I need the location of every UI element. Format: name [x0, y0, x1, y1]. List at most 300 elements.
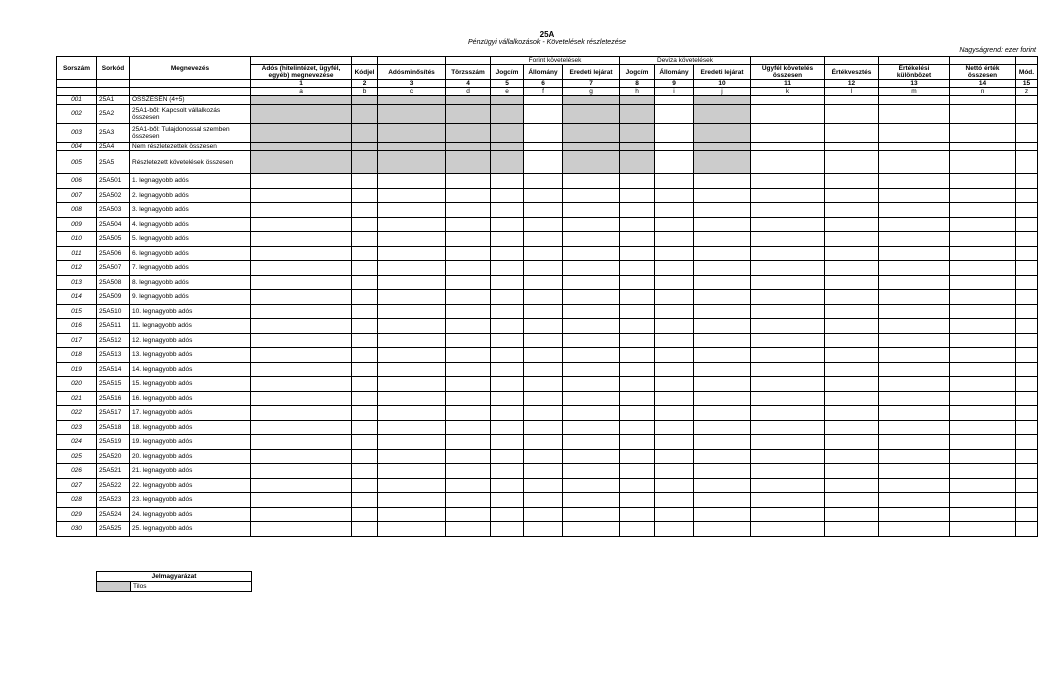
data-entry-cell[interactable]	[751, 420, 825, 435]
data-entry-cell[interactable]	[655, 478, 694, 493]
data-entry-cell[interactable]	[655, 151, 694, 174]
data-entry-cell[interactable]	[352, 188, 378, 203]
data-entry-cell[interactable]	[1016, 493, 1038, 508]
data-entry-cell[interactable]	[563, 478, 620, 493]
data-entry-cell[interactable]	[491, 362, 524, 377]
data-entry-cell[interactable]	[378, 246, 446, 261]
data-entry-cell[interactable]	[446, 290, 491, 305]
data-entry-cell[interactable]	[251, 217, 352, 232]
data-entry-cell[interactable]	[1016, 435, 1038, 450]
data-entry-cell[interactable]	[879, 333, 950, 348]
data-entry-cell[interactable]	[378, 290, 446, 305]
data-entry-cell[interactable]	[352, 493, 378, 508]
data-entry-cell[interactable]	[620, 319, 655, 334]
data-entry-cell[interactable]	[825, 188, 879, 203]
data-entry-cell[interactable]	[751, 96, 825, 105]
data-entry-cell[interactable]	[251, 333, 352, 348]
data-entry-cell[interactable]	[1016, 104, 1038, 123]
data-entry-cell[interactable]	[352, 406, 378, 421]
data-entry-cell[interactable]	[378, 391, 446, 406]
data-entry-cell[interactable]	[879, 478, 950, 493]
data-entry-cell[interactable]	[620, 348, 655, 363]
data-entry-cell[interactable]	[694, 319, 751, 334]
data-entry-cell[interactable]	[879, 362, 950, 377]
data-entry-cell[interactable]	[352, 319, 378, 334]
data-entry-cell[interactable]	[563, 507, 620, 522]
data-entry-cell[interactable]	[491, 464, 524, 479]
data-entry-cell[interactable]	[825, 391, 879, 406]
data-entry-cell[interactable]	[694, 217, 751, 232]
data-entry-cell[interactable]	[352, 348, 378, 363]
data-entry-cell[interactable]	[378, 478, 446, 493]
data-entry-cell[interactable]	[251, 304, 352, 319]
data-entry-cell[interactable]	[251, 493, 352, 508]
data-entry-cell[interactable]	[352, 435, 378, 450]
data-entry-cell[interactable]	[352, 420, 378, 435]
data-entry-cell[interactable]	[524, 391, 563, 406]
data-entry-cell[interactable]	[655, 362, 694, 377]
data-entry-cell[interactable]	[491, 232, 524, 247]
data-entry-cell[interactable]	[352, 362, 378, 377]
data-entry-cell[interactable]	[446, 348, 491, 363]
data-entry-cell[interactable]	[694, 203, 751, 218]
data-entry-cell[interactable]	[378, 232, 446, 247]
data-entry-cell[interactable]	[1016, 478, 1038, 493]
data-entry-cell[interactable]	[251, 275, 352, 290]
data-entry-cell[interactable]	[524, 151, 563, 174]
data-entry-cell[interactable]	[751, 203, 825, 218]
data-entry-cell[interactable]	[563, 391, 620, 406]
data-entry-cell[interactable]	[950, 391, 1016, 406]
data-entry-cell[interactable]	[950, 151, 1016, 174]
data-entry-cell[interactable]	[620, 449, 655, 464]
data-entry-cell[interactable]	[251, 464, 352, 479]
data-entry-cell[interactable]	[825, 435, 879, 450]
data-entry-cell[interactable]	[378, 174, 446, 189]
data-entry-cell[interactable]	[751, 246, 825, 261]
data-entry-cell[interactable]	[352, 246, 378, 261]
data-entry-cell[interactable]	[1016, 151, 1038, 174]
data-entry-cell[interactable]	[694, 391, 751, 406]
data-entry-cell[interactable]	[751, 391, 825, 406]
data-entry-cell[interactable]	[751, 217, 825, 232]
data-entry-cell[interactable]	[491, 188, 524, 203]
data-entry-cell[interactable]	[879, 319, 950, 334]
data-entry-cell[interactable]	[524, 275, 563, 290]
data-entry-cell[interactable]	[751, 435, 825, 450]
data-entry-cell[interactable]	[751, 522, 825, 537]
data-entry-cell[interactable]	[524, 420, 563, 435]
data-entry-cell[interactable]	[620, 464, 655, 479]
data-entry-cell[interactable]	[879, 174, 950, 189]
data-entry-cell[interactable]	[378, 333, 446, 348]
data-entry-cell[interactable]	[491, 246, 524, 261]
data-entry-cell[interactable]	[524, 406, 563, 421]
data-entry-cell[interactable]	[620, 174, 655, 189]
data-entry-cell[interactable]	[491, 420, 524, 435]
data-entry-cell[interactable]	[879, 142, 950, 151]
data-entry-cell[interactable]	[950, 290, 1016, 305]
data-entry-cell[interactable]	[655, 188, 694, 203]
data-entry-cell[interactable]	[378, 449, 446, 464]
data-entry-cell[interactable]	[491, 333, 524, 348]
data-entry-cell[interactable]	[352, 290, 378, 305]
data-entry-cell[interactable]	[563, 493, 620, 508]
data-entry-cell[interactable]	[825, 203, 879, 218]
data-entry-cell[interactable]	[524, 96, 563, 105]
data-entry-cell[interactable]	[491, 435, 524, 450]
data-entry-cell[interactable]	[655, 217, 694, 232]
data-entry-cell[interactable]	[694, 232, 751, 247]
data-entry-cell[interactable]	[524, 493, 563, 508]
data-entry-cell[interactable]	[950, 493, 1016, 508]
data-entry-cell[interactable]	[825, 406, 879, 421]
data-entry-cell[interactable]	[655, 406, 694, 421]
data-entry-cell[interactable]	[352, 522, 378, 537]
data-entry-cell[interactable]	[879, 304, 950, 319]
data-entry-cell[interactable]	[446, 377, 491, 392]
data-entry-cell[interactable]	[694, 507, 751, 522]
data-entry-cell[interactable]	[751, 377, 825, 392]
data-entry-cell[interactable]	[491, 304, 524, 319]
data-entry-cell[interactable]	[524, 464, 563, 479]
data-entry-cell[interactable]	[655, 333, 694, 348]
data-entry-cell[interactable]	[1016, 449, 1038, 464]
data-entry-cell[interactable]	[1016, 275, 1038, 290]
data-entry-cell[interactable]	[524, 290, 563, 305]
data-entry-cell[interactable]	[950, 261, 1016, 276]
data-entry-cell[interactable]	[524, 449, 563, 464]
data-entry-cell[interactable]	[879, 420, 950, 435]
data-entry-cell[interactable]	[620, 203, 655, 218]
data-entry-cell[interactable]	[655, 435, 694, 450]
data-entry-cell[interactable]	[378, 406, 446, 421]
data-entry-cell[interactable]	[655, 348, 694, 363]
data-entry-cell[interactable]	[491, 174, 524, 189]
data-entry-cell[interactable]	[378, 188, 446, 203]
data-entry-cell[interactable]	[879, 96, 950, 105]
data-entry-cell[interactable]	[620, 333, 655, 348]
data-entry-cell[interactable]	[694, 246, 751, 261]
data-entry-cell[interactable]	[563, 261, 620, 276]
data-entry-cell[interactable]	[655, 232, 694, 247]
data-entry-cell[interactable]	[620, 290, 655, 305]
data-entry-cell[interactable]	[751, 478, 825, 493]
data-entry-cell[interactable]	[446, 406, 491, 421]
data-entry-cell[interactable]	[524, 142, 563, 151]
data-entry-cell[interactable]	[620, 493, 655, 508]
data-entry-cell[interactable]	[655, 420, 694, 435]
data-entry-cell[interactable]	[524, 232, 563, 247]
data-entry-cell[interactable]	[251, 478, 352, 493]
data-entry-cell[interactable]	[524, 304, 563, 319]
data-entry-cell[interactable]	[352, 377, 378, 392]
data-entry-cell[interactable]	[251, 522, 352, 537]
data-entry-cell[interactable]	[694, 333, 751, 348]
data-entry-cell[interactable]	[950, 319, 1016, 334]
data-entry-cell[interactable]	[825, 290, 879, 305]
data-entry-cell[interactable]	[950, 507, 1016, 522]
data-entry-cell[interactable]	[950, 435, 1016, 450]
data-entry-cell[interactable]	[491, 290, 524, 305]
data-entry-cell[interactable]	[655, 203, 694, 218]
data-entry-cell[interactable]	[524, 246, 563, 261]
data-entry-cell[interactable]	[491, 275, 524, 290]
data-entry-cell[interactable]	[950, 406, 1016, 421]
data-entry-cell[interactable]	[446, 507, 491, 522]
data-entry-cell[interactable]	[950, 420, 1016, 435]
data-entry-cell[interactable]	[825, 333, 879, 348]
data-entry-cell[interactable]	[825, 217, 879, 232]
data-entry-cell[interactable]	[378, 464, 446, 479]
data-entry-cell[interactable]	[491, 348, 524, 363]
data-entry-cell[interactable]	[751, 304, 825, 319]
data-entry-cell[interactable]	[446, 391, 491, 406]
data-entry-cell[interactable]	[620, 232, 655, 247]
data-entry-cell[interactable]	[825, 304, 879, 319]
data-entry-cell[interactable]	[879, 188, 950, 203]
data-entry-cell[interactable]	[620, 435, 655, 450]
data-entry-cell[interactable]	[950, 232, 1016, 247]
data-entry-cell[interactable]	[751, 188, 825, 203]
data-entry-cell[interactable]	[950, 142, 1016, 151]
data-entry-cell[interactable]	[620, 188, 655, 203]
data-entry-cell[interactable]	[378, 319, 446, 334]
data-entry-cell[interactable]	[879, 217, 950, 232]
data-entry-cell[interactable]	[825, 449, 879, 464]
data-entry-cell[interactable]	[751, 348, 825, 363]
data-entry-cell[interactable]	[879, 493, 950, 508]
data-entry-cell[interactable]	[491, 493, 524, 508]
data-entry-cell[interactable]	[446, 449, 491, 464]
data-entry-cell[interactable]	[1016, 319, 1038, 334]
data-entry-cell[interactable]	[491, 507, 524, 522]
data-entry-cell[interactable]	[446, 188, 491, 203]
data-entry-cell[interactable]	[446, 362, 491, 377]
data-entry-cell[interactable]	[563, 449, 620, 464]
data-entry-cell[interactable]	[825, 275, 879, 290]
data-entry-cell[interactable]	[446, 203, 491, 218]
data-entry-cell[interactable]	[950, 275, 1016, 290]
data-entry-cell[interactable]	[563, 203, 620, 218]
data-entry-cell[interactable]	[1016, 522, 1038, 537]
data-entry-cell[interactable]	[655, 246, 694, 261]
data-entry-cell[interactable]	[524, 348, 563, 363]
data-entry-cell[interactable]	[524, 377, 563, 392]
data-entry-cell[interactable]	[563, 319, 620, 334]
data-entry-cell[interactable]	[825, 377, 879, 392]
data-entry-cell[interactable]	[751, 507, 825, 522]
data-entry-cell[interactable]	[655, 104, 694, 123]
data-entry-cell[interactable]	[879, 123, 950, 142]
data-entry-cell[interactable]	[751, 449, 825, 464]
data-entry-cell[interactable]	[620, 261, 655, 276]
data-entry-cell[interactable]	[1016, 123, 1038, 142]
data-entry-cell[interactable]	[491, 203, 524, 218]
data-entry-cell[interactable]	[655, 290, 694, 305]
data-entry-cell[interactable]	[694, 304, 751, 319]
data-entry-cell[interactable]	[825, 174, 879, 189]
data-entry-cell[interactable]	[524, 333, 563, 348]
data-entry-cell[interactable]	[655, 319, 694, 334]
data-entry-cell[interactable]	[446, 246, 491, 261]
data-entry-cell[interactable]	[655, 142, 694, 151]
data-entry-cell[interactable]	[825, 319, 879, 334]
data-entry-cell[interactable]	[655, 174, 694, 189]
data-entry-cell[interactable]	[563, 174, 620, 189]
data-entry-cell[interactable]	[563, 333, 620, 348]
data-entry-cell[interactable]	[950, 478, 1016, 493]
data-entry-cell[interactable]	[694, 261, 751, 276]
data-entry-cell[interactable]	[879, 348, 950, 363]
data-entry-cell[interactable]	[751, 261, 825, 276]
data-entry-cell[interactable]	[352, 478, 378, 493]
data-entry-cell[interactable]	[950, 123, 1016, 142]
data-entry-cell[interactable]	[694, 377, 751, 392]
data-entry-cell[interactable]	[378, 507, 446, 522]
data-entry-cell[interactable]	[879, 406, 950, 421]
data-entry-cell[interactable]	[655, 493, 694, 508]
data-entry-cell[interactable]	[378, 203, 446, 218]
data-entry-cell[interactable]	[563, 188, 620, 203]
data-entry-cell[interactable]	[352, 507, 378, 522]
data-entry-cell[interactable]	[1016, 377, 1038, 392]
data-entry-cell[interactable]	[524, 203, 563, 218]
data-entry-cell[interactable]	[655, 449, 694, 464]
data-entry-cell[interactable]	[620, 275, 655, 290]
data-entry-cell[interactable]	[378, 493, 446, 508]
data-entry-cell[interactable]	[950, 217, 1016, 232]
data-entry-cell[interactable]	[879, 435, 950, 450]
data-entry-cell[interactable]	[378, 362, 446, 377]
data-entry-cell[interactable]	[378, 377, 446, 392]
data-entry-cell[interactable]	[825, 151, 879, 174]
data-entry-cell[interactable]	[694, 188, 751, 203]
data-entry-cell[interactable]	[251, 406, 352, 421]
data-entry-cell[interactable]	[751, 333, 825, 348]
data-entry-cell[interactable]	[751, 493, 825, 508]
data-entry-cell[interactable]	[446, 304, 491, 319]
data-entry-cell[interactable]	[620, 217, 655, 232]
data-entry-cell[interactable]	[352, 304, 378, 319]
data-entry-cell[interactable]	[352, 232, 378, 247]
data-entry-cell[interactable]	[694, 348, 751, 363]
data-entry-cell[interactable]	[446, 174, 491, 189]
data-entry-cell[interactable]	[694, 290, 751, 305]
data-entry-cell[interactable]	[251, 420, 352, 435]
data-entry-cell[interactable]	[352, 203, 378, 218]
data-entry-cell[interactable]	[825, 464, 879, 479]
data-entry-cell[interactable]	[251, 449, 352, 464]
data-entry-cell[interactable]	[751, 319, 825, 334]
data-entry-cell[interactable]	[620, 377, 655, 392]
data-entry-cell[interactable]	[879, 507, 950, 522]
data-entry-cell[interactable]	[491, 319, 524, 334]
data-entry-cell[interactable]	[694, 449, 751, 464]
data-entry-cell[interactable]	[694, 435, 751, 450]
data-entry-cell[interactable]	[879, 151, 950, 174]
data-entry-cell[interactable]	[251, 261, 352, 276]
data-entry-cell[interactable]	[950, 174, 1016, 189]
data-entry-cell[interactable]	[563, 304, 620, 319]
data-entry-cell[interactable]	[524, 435, 563, 450]
data-entry-cell[interactable]	[620, 420, 655, 435]
data-entry-cell[interactable]	[751, 151, 825, 174]
data-entry-cell[interactable]	[950, 203, 1016, 218]
data-entry-cell[interactable]	[620, 406, 655, 421]
data-entry-cell[interactable]	[524, 362, 563, 377]
data-entry-cell[interactable]	[825, 142, 879, 151]
data-entry-cell[interactable]	[251, 203, 352, 218]
data-entry-cell[interactable]	[1016, 290, 1038, 305]
data-entry-cell[interactable]	[563, 406, 620, 421]
data-entry-cell[interactable]	[694, 406, 751, 421]
data-entry-cell[interactable]	[446, 319, 491, 334]
data-entry-cell[interactable]	[950, 333, 1016, 348]
data-entry-cell[interactable]	[1016, 391, 1038, 406]
data-entry-cell[interactable]	[251, 246, 352, 261]
data-entry-cell[interactable]	[879, 275, 950, 290]
data-entry-cell[interactable]	[378, 217, 446, 232]
data-entry-cell[interactable]	[879, 464, 950, 479]
data-entry-cell[interactable]	[446, 493, 491, 508]
data-entry-cell[interactable]	[1016, 362, 1038, 377]
data-entry-cell[interactable]	[563, 246, 620, 261]
data-entry-cell[interactable]	[491, 478, 524, 493]
data-entry-cell[interactable]	[524, 507, 563, 522]
data-entry-cell[interactable]	[446, 275, 491, 290]
data-entry-cell[interactable]	[620, 362, 655, 377]
data-entry-cell[interactable]	[563, 290, 620, 305]
data-entry-cell[interactable]	[950, 104, 1016, 123]
data-entry-cell[interactable]	[251, 507, 352, 522]
data-entry-cell[interactable]	[879, 246, 950, 261]
data-entry-cell[interactable]	[879, 203, 950, 218]
data-entry-cell[interactable]	[950, 188, 1016, 203]
data-entry-cell[interactable]	[950, 246, 1016, 261]
data-entry-cell[interactable]	[378, 275, 446, 290]
data-entry-cell[interactable]	[694, 493, 751, 508]
data-entry-cell[interactable]	[446, 522, 491, 537]
data-entry-cell[interactable]	[446, 333, 491, 348]
data-entry-cell[interactable]	[524, 478, 563, 493]
data-entry-cell[interactable]	[524, 319, 563, 334]
data-entry-cell[interactable]	[378, 420, 446, 435]
data-entry-cell[interactable]	[251, 188, 352, 203]
data-entry-cell[interactable]	[352, 333, 378, 348]
data-entry-cell[interactable]	[825, 522, 879, 537]
data-entry-cell[interactable]	[491, 391, 524, 406]
data-entry-cell[interactable]	[694, 275, 751, 290]
data-entry-cell[interactable]	[751, 406, 825, 421]
data-entry-cell[interactable]	[563, 348, 620, 363]
data-entry-cell[interactable]	[563, 435, 620, 450]
data-entry-cell[interactable]	[563, 464, 620, 479]
data-entry-cell[interactable]	[251, 319, 352, 334]
data-entry-cell[interactable]	[1016, 333, 1038, 348]
data-entry-cell[interactable]	[751, 104, 825, 123]
data-entry-cell[interactable]	[251, 232, 352, 247]
data-entry-cell[interactable]	[563, 522, 620, 537]
data-entry-cell[interactable]	[1016, 188, 1038, 203]
data-entry-cell[interactable]	[1016, 142, 1038, 151]
data-entry-cell[interactable]	[655, 275, 694, 290]
data-entry-cell[interactable]	[378, 261, 446, 276]
data-entry-cell[interactable]	[491, 261, 524, 276]
data-entry-cell[interactable]	[655, 304, 694, 319]
data-entry-cell[interactable]	[879, 377, 950, 392]
data-entry-cell[interactable]	[694, 522, 751, 537]
